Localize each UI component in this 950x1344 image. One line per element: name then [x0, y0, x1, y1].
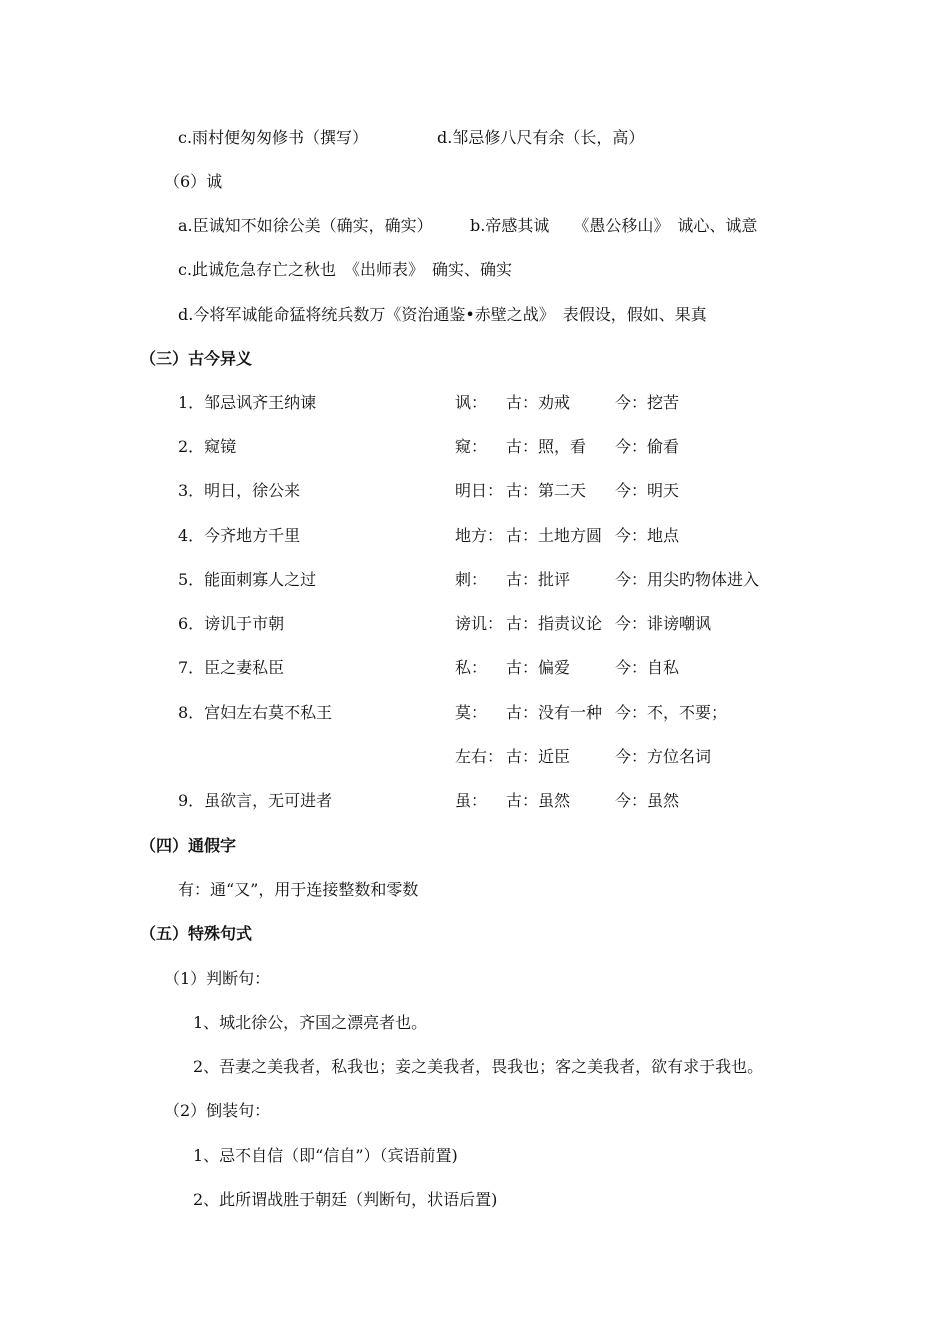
gujin-ancient: 古：没有一种	[506, 703, 603, 722]
gujin-modern: 今：明天	[615, 481, 680, 500]
gujin-row	[0, 437, 950, 457]
gujin-word: 谤讥：	[455, 614, 504, 633]
gujin-row	[0, 747, 950, 767]
gujin-phrase: 2．窥镜	[178, 437, 237, 456]
subheading-judge: （1）判断句：	[164, 969, 271, 988]
gujin-row	[0, 791, 950, 811]
item-c-yucun: c.雨村便匆匆修书（撰写）	[178, 128, 369, 147]
gujin-row	[0, 481, 950, 501]
gujin-row	[0, 393, 950, 413]
gujin-word: 虽：	[455, 791, 488, 810]
judge-item-1: 1、城北徐公，齐国之漂亮者也。	[193, 1013, 428, 1032]
gujin-word: 左右：	[455, 747, 504, 766]
gujin-word: 私：	[455, 658, 488, 677]
section-heading-teshu: （五）特殊句式	[140, 924, 253, 943]
gujin-modern: 今：方位名词	[615, 747, 712, 766]
invert-item-2: 2、此所谓战胜于朝廷（判断句，状语后置)	[193, 1190, 498, 1209]
gujin-ancient: 古：虽然	[506, 791, 571, 810]
gujin-modern: 今：不，不要；	[615, 703, 728, 722]
gujin-word: 刺：	[455, 570, 488, 589]
gujin-row	[0, 526, 950, 546]
gujin-phrase: 8．宫妇左右莫不私王	[178, 703, 333, 722]
gujin-modern: 今：诽谤嘲讽	[615, 614, 712, 633]
gujin-modern: 今：挖苦	[615, 393, 680, 412]
gujin-ancient: 古：批评	[506, 570, 571, 589]
gujin-modern: 今：自私	[615, 658, 680, 677]
gujin-word: 讽：	[455, 393, 488, 412]
judge-item-2: 2、吾妻之美我者，私我也；妾之美我者，畏我也；客之美我者，欲有求于我也。	[193, 1057, 764, 1076]
gujin-phrase: 5．能面刺寡人之过	[178, 570, 317, 589]
gujin-ancient: 古：第二天	[506, 481, 587, 500]
gujin-word: 窥：	[455, 437, 488, 456]
tongjia-item: 有：通“又”，用于连接整数和零数	[178, 880, 419, 899]
gujin-phrase: 1．邹忌讽齐王纳谏	[178, 393, 317, 412]
gujin-phrase: 6．谤讥于市朝	[178, 614, 285, 633]
gujin-modern: 今：用尖旳物体进入	[615, 570, 760, 589]
subheading-invert: （2）倒装句：	[164, 1101, 271, 1120]
section-heading-gujin: （三）古今异义	[140, 349, 253, 368]
gujin-ancient: 古：劝戒	[506, 393, 571, 412]
gujin-modern: 今：地点	[615, 526, 680, 545]
item-cheng-d: d.今将军诚能命猛将统兵数万《资治通鉴•赤壁之战》 表假设，假如、果真	[178, 305, 707, 324]
gujin-phrase: 3．明日，徐公来	[178, 481, 301, 500]
gujin-modern: 今：虽然	[615, 791, 680, 810]
gujin-ancient: 古：偏爱	[506, 658, 571, 677]
item-cheng-c: c.此诚危急存亡之秋也 《出师表》 确实、确实	[178, 260, 513, 279]
gujin-ancient: 古：土地方圆	[506, 526, 603, 545]
gujin-modern: 今：偷看	[615, 437, 680, 456]
gujin-phrase: 9．虽欲言，无可进者	[178, 791, 333, 810]
gujin-row	[0, 703, 950, 723]
section-heading-tongjia: （四）通假字	[140, 836, 237, 855]
item-cheng-a: a.臣诚知不如徐公美（确实，确实）	[178, 216, 433, 235]
invert-item-1: 1、忌不自信（即“信自”）（宾语前置)	[193, 1146, 458, 1165]
gujin-ancient: 古：照，看	[506, 437, 587, 456]
gujin-row	[0, 570, 950, 590]
gujin-ancient: 古：指责议论	[506, 614, 603, 633]
gujin-word: 莫：	[455, 703, 488, 722]
item-d-zouji: d.邹忌修八尺有余（长，高）	[437, 128, 645, 147]
item-cheng-b: b.帝感其诚 《愚公移山》 诚心、诚意	[470, 216, 758, 235]
gujin-word: 明日：	[455, 481, 504, 500]
gujin-row	[0, 614, 950, 634]
gujin-phrase: 4．今齐地方千里	[178, 526, 301, 545]
gujin-row	[0, 658, 950, 678]
gujin-phrase: 7．臣之妻私臣	[178, 658, 285, 677]
subheading-cheng: （6）诚	[164, 172, 223, 191]
gujin-ancient: 古：近臣	[506, 747, 571, 766]
gujin-word: 地方：	[455, 526, 504, 545]
